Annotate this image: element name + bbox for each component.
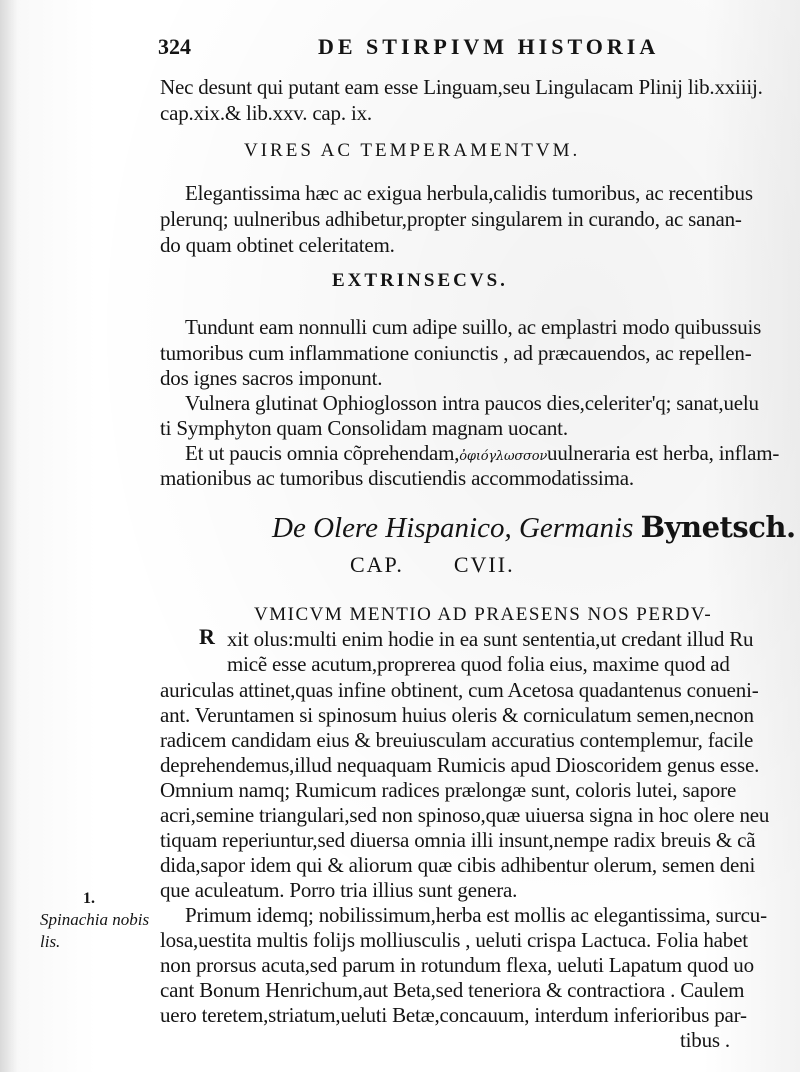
cap-number: CVII. (453, 552, 515, 577)
extrinsecus-line-5: ti Symphyton quam Consolidam magnam uocant. (160, 416, 568, 440)
body-line-6: deprehendemus,illud nequaquam Rumicis apud Dioscoridem genus esse. (160, 753, 760, 777)
vires-line-2: plerunq; uulneribus adhibetur,propter singularem in curando, ac sanan- (160, 207, 742, 231)
body-line-12: Primum idemq; nobilissimum,herba est mollis ac elegantissima, surcu- (185, 903, 767, 927)
body-line-14: non prorsus acuta,sed parum in rotundum flexa, ueluti Lapatum quod uo (160, 953, 754, 977)
drop-initial: R (199, 624, 215, 649)
body-line-4: ant. Veruntamen si spinosum huius oleris & corniculatum semen,necnon (160, 703, 754, 727)
body-line-9: tiquam reperiuntur,sed diuersa omnia illi insunt,nempe radix breuis & cã (160, 828, 756, 852)
extrinsecus-line-3: dos ignes sacros imponunt. (160, 366, 383, 390)
chapter-title-blackletter: Bynetsch. (640, 510, 796, 544)
extrinsecus-line-2: tumoribus cum inflammatione coniunctis , ad præcauendos, ac repellen- (160, 341, 752, 365)
gutter-shadow (0, 0, 18, 1072)
cap-label: CAP. (350, 552, 404, 577)
extrinsecus-line-6-before: Et ut paucis omnia cõprehendam, (185, 441, 460, 465)
body-line-15: cant Bonum Henrichum,aut Beta,sed teneriora & contractiora . Caulem (160, 978, 745, 1002)
section-heading-vires: VIRES AC TEMPERAMENTVM. (244, 140, 581, 161)
body-first-line: VMICVM MENTIO AD PRAESENS NOS PERDV- (254, 604, 713, 625)
vires-line-3: do quam obtinet celeritatem. (160, 233, 395, 257)
extrinsecus-line-4: Vulnera glutinat Ophioglosson intra paucos dies,celeriter'q; sanat,uelu (185, 391, 759, 415)
margin-note-line-2: lis. (40, 932, 61, 951)
section-heading-extrinsecus: EXTRINSECVS. (332, 270, 508, 291)
running-title: DE STIRPIVM HISTORIA (318, 34, 660, 59)
body-line-13: losa,uestita multis folijs molliusculis , ueluti crispa Lactuca. Folia habet (160, 928, 748, 952)
intro-line-1: Nec desunt qui putant eam esse Linguam,seu Lingulacam Plinij lib.xxiiij. (160, 75, 763, 99)
margin-note-line-1: Spinachia nobis (40, 910, 150, 929)
page-number: 324 (158, 34, 191, 59)
extrinsecus-line-7: mationibus ac tumoribus discutiendis accommodatissima. (160, 466, 634, 490)
body-line-5: radicem candidam eius & breuiusculam accuratius contemplemur, facile (160, 728, 754, 752)
body-line-3: auriculas attinet,quas infine obtinent, cum Acetosa quadantenus conueni- (160, 678, 759, 702)
body-line-8: acri,semine triangulari,sed non spinoso,quæ uiuersa signa in hoc olere neu (160, 803, 770, 827)
chapter-number (350, 552, 515, 578)
intro-line-2: cap.xix.& lib.xxv. cap. ix. (160, 101, 372, 125)
body-line-1: xit olus:multi enim hodie in ea sunt sententia,ut credant illud Ru (227, 627, 754, 651)
greek-word: ὀφιόγλωσσον (459, 449, 548, 464)
extrinsecus-line-1: Tundunt eam nonnulli cum adipe suillo, ac emplastri modo quibussuis (185, 315, 762, 339)
chapter-title (272, 510, 796, 545)
body-line-16: uero teretem,striatum,ueluti Betæ,concauum, interdum inferioribus par- (160, 1003, 747, 1027)
margin-note-number: 1. (83, 890, 95, 907)
body-line-7: Omnium namq; Rumicum radices prælongæ sunt, coloris lutei, sapore (160, 778, 737, 802)
body-line-11: que aculeatum. Porro tria illius sunt genera. (160, 878, 518, 902)
extrinsecus-line-6-after: uulneraria est herba, inflam- (547, 441, 780, 465)
body-line-2: micẽ esse acutum,proprerea quod folia eius, maxime quod ad (227, 652, 730, 676)
chapter-title-italic: De Olere Hispanico, Germanis (272, 512, 634, 544)
vires-line-1: Elegantissima hæc ac exigua herbula,calidis tumoribus, ac recentibus (185, 181, 753, 205)
body-line-17: tibus . (680, 1028, 730, 1052)
body-line-10: dida,sapor idem qui & aliorum quæ cibis adhibentur olerum, semen deni (160, 853, 756, 877)
